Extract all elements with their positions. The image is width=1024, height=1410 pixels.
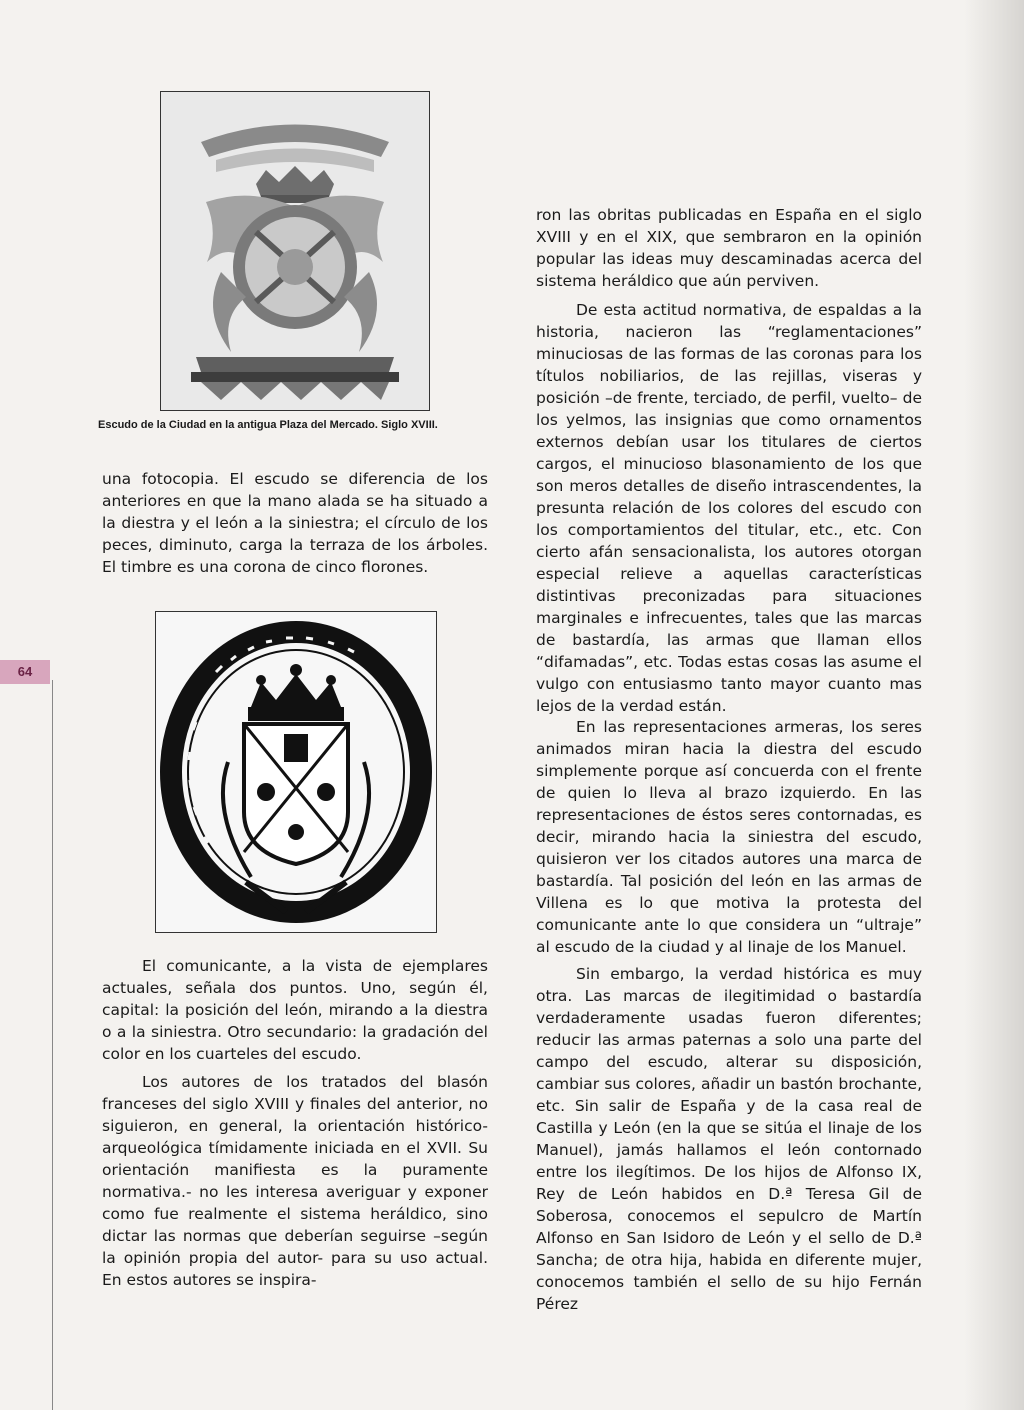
coat-of-arms-photo xyxy=(160,91,430,411)
right-paragraph-1: ron las obritas publicadas en España en el siglo XVIII y en el XIX, que sembraron en la opinión popular las ideas muy descaminadas acerca del sistema heráldico que aún perviven. xyxy=(536,206,922,290)
margin-rule xyxy=(52,680,53,1410)
right-paragraph-4: Sin embargo, la verdad histórica es muy otra. Las marcas de ilegitimidad o bastardía verdaderamente usadas fueron diferentes; reducir las armas paternas a solo una parte del campo del escudo, alterar su disposición, cambiar sus colores, añadir un bastón brochante, etc. Sin salir de España y de la casa real de Castilla y León (en la que se sitúa el linaje de los Manuel), jamás hallamos el león contornado entre los ilegítimos. De los hijos de Alfonso IX, Rey de León habidos en D.ª Teresa Gil de Soberosa, conocemos el sepulcro de Martín Alfonso en San Isidoro de León y el sello de D.ª Sancha; de otra hija, habida en diferente mujer, conocemos también el sello de su hijo Fernán Pérez xyxy=(536,965,922,1313)
stone-shield-illustration xyxy=(161,92,429,410)
right-paragraph-2: De esta actitud normativa, de espaldas a la historia, nacieron las “reglamentaciones” minuciosas de las formas de las coronas para los títulos nobiliarios, de las rejillas, viseras y posición –de frente, terciado, de perfil, vuelto– de los yelmos, las insignias que como ornamentos externos debían usar los titulares de ciertos cargos, el minucioso blasonamiento de los que son meros detalles de diseño intrascendentes, la presunta relación de los colores del escudo con los comportamientos del titular, etc., etc. Con cierto afán sensacionalista, los autores otorgan especial relieve a aquellas características distintivas preconizadas para situaciones marginales e infrecuentes, tales que las marcas de bastardía, las armas que llaman ellos “difamadas”, etc. Todas estas cosas las asume el vulgo con entusiasmo tanto mayor cuanto mas lejos de la verdad están. xyxy=(536,301,922,715)
page-number: 64 xyxy=(0,660,50,684)
municipal-seal-image xyxy=(155,611,437,933)
right-paragraph-3: En las representaciones armeras, los seres animados miran hacia la diestra del escudo simplemente porque así concuerda con el frente de quien lo lleva al brazo izquierdo. En las representaciones de éstos seres contornadas, es decir, mirando hacia la siniestra del escudo, quisieron ver los citados autores una marca de bastardía. Tal posición del león en las armas de Villena es lo que motiva la protesta del comunicante ante lo que considera un “ultraje” al escudo de la ciudad y al linaje de los Manuel. xyxy=(536,718,922,956)
left-paragraph-2: El comunicante, a la vista de ejemplares actuales, señala dos puntos. Uno, según él, capital: la posición del león, mirando a la diestra o a la siniestra. Otro secundario: la gradación del color en los cuarteles del escudo. xyxy=(102,957,488,1063)
seal-illustration xyxy=(156,612,436,932)
figure-caption: Escudo de la Ciudad en la antigua Plaza del Mercado. Siglo XVIII. xyxy=(98,419,438,431)
left-paragraph-1: una fotocopia. El escudo se diferencia de los anteriores en que la mano alada se ha situado a la diestra y el león a la siniestra; el círculo de los peces, diminuto, carga la terraza de los árboles. El timbre es una corona de cinco florones. xyxy=(102,470,488,576)
page-edge-shadow xyxy=(964,0,1024,1410)
left-paragraph-3: Los autores de los tratados del blasón franceses del siglo XVIII y finales del anterior, no siguieron, en general, la orientación histórico-arqueológica tímidamente iniciada en el XVII. Su orientación manifiesta es la puramente normativa.- no les interesa averiguar y exponer como fue realmente el sistema heráldico, sino dictar las normas que deberían seguirse –según la opinión propia del autor- para su uso actual. En estos autores se inspira- xyxy=(102,1073,488,1289)
